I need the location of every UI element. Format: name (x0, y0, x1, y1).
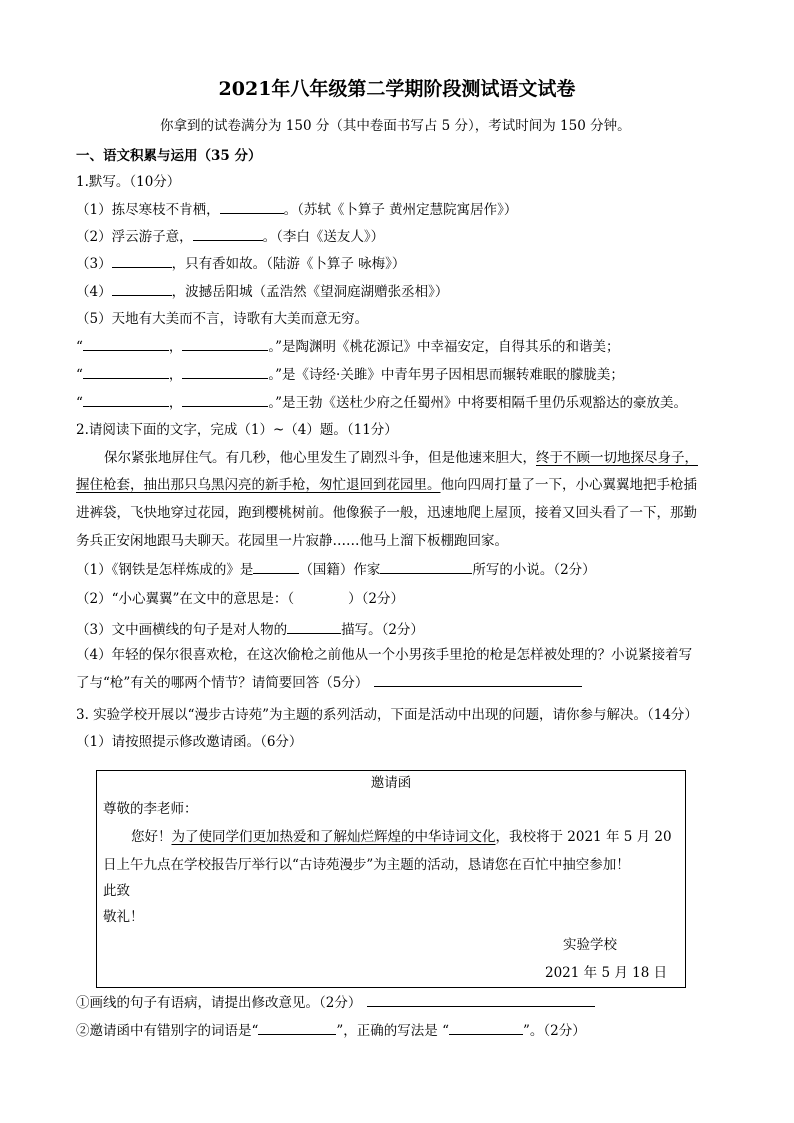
q2-sub-1-text-2: （国籍）作家 (299, 562, 381, 578)
q3-answer-2-text: ②邀请函中有错别字的词语是“ (76, 1023, 259, 1039)
underlined-sentence: 为了使同学们更加热爱和了解灿烂辉煌的中华诗词文化 (171, 829, 496, 845)
q2-sub-1-text: （1）《钢铁是怎样炼成的》是 (76, 562, 254, 578)
q1-item-5: （5）天地有大美而不言，诗歌有大美而意无穷。 (76, 311, 369, 327)
q3-sub-1: （1）请按照提示修改邀请函。（6分） (76, 734, 303, 750)
q3-answer-2-text-3: ”。（2分） (523, 1023, 586, 1039)
answer-blank[interactable] (182, 364, 268, 379)
passage-text: 保尔紧张地屏住气。有几秒，他心里发生了剧烈斗争，但是他速来胆大， (104, 450, 536, 466)
comma: ， (168, 395, 183, 411)
q1-item-4-label: （4） (76, 284, 112, 300)
passage-line-2 (76, 475, 697, 495)
q1-item-1-text: （1）拣尽寒枝不肯栖， (76, 202, 220, 218)
answer-blank[interactable] (182, 392, 268, 407)
answer-blank[interactable] (374, 672, 582, 687)
q1-item-1 (76, 199, 517, 219)
open-quote: “ (76, 339, 83, 355)
underlined-sentence: 终于不顾一切地探尽身子， (536, 450, 698, 466)
q1-item-3-text: ，只有香如故。（陆游《卜算子 咏梅》） (171, 256, 406, 272)
answer-blank[interactable] (83, 364, 169, 379)
open-quote: “ (76, 367, 83, 383)
answer-blank[interactable] (83, 336, 169, 351)
q3-answer-2-text-2: ”，正确的写法是 “ (336, 1023, 450, 1039)
exam-title: 2021年八年级第二学期阶段测试语文试卷 (218, 78, 576, 100)
q1-item-3 (76, 253, 405, 273)
letter-closing-1: 此致 (103, 883, 130, 899)
answer-blank[interactable] (112, 281, 172, 296)
section-heading: 一、语文积累与运用（35 分） (76, 148, 262, 164)
letter-body-line-2: 日上午九点在学校报告厅举行以“古诗苑漫步”为主题的活动，恳请您在百忙中抽空参加！ (103, 857, 630, 873)
q2-sub-3 (76, 619, 424, 639)
answer-blank[interactable] (449, 1020, 523, 1035)
q1-item-4 (76, 281, 448, 301)
q2-sub-1 (76, 559, 596, 579)
q1-item-5-row-2 (76, 364, 624, 384)
q3-answer-1 (76, 992, 595, 1012)
comma: ， (168, 339, 183, 355)
q1-item-5-row-2-text: 。”是《诗经·关雎》中青年男子因相思而辗转难眠的朦胧美； (268, 367, 624, 383)
q1-stem: 1.默写。（10分） (76, 174, 181, 190)
letter-signer: 实验学校 (563, 937, 617, 953)
open-quote: “ (76, 395, 83, 411)
answer-blank[interactable] (182, 336, 268, 351)
q2-sub-3-text-2: 描写。（2分） (341, 622, 424, 638)
answer-blank[interactable] (253, 559, 299, 574)
q1-item-2-text: （2）浮云游子意， (76, 229, 193, 245)
answer-blank[interactable] (193, 226, 263, 241)
q3-answer-2 (76, 1020, 586, 1040)
q2-sub-4-cont (76, 672, 582, 692)
q1-item-5-row-3-text: 。”是王勃《送杜少府之任蜀州》中将要相隔千里仍乐观豁达的豪放美。 (268, 395, 688, 411)
q1-item-3-label: （3） (76, 256, 112, 272)
q1-item-1-source: 。（苏轼《卜算子 黄州定慧院寓居作》） (283, 202, 518, 218)
q2-sub-2: （2）“小心翼翼”在文中的意思是：（ ）（2分） (76, 591, 404, 607)
q1-item-4-text: ，波撼岳阳城（孟浩然《望洞庭湖赠张丞相》） (171, 284, 449, 300)
passage-line-3: 进裤袋，飞快地穿过花园，跑到樱桃树前。他像猴子一般，迅速地爬上屋顶，接着又回头看了一下，那勤 (76, 505, 697, 521)
underlined-sentence: 握住枪套，抽出那只乌黑闪亮的新手枪，匆忙退回到花园里。 (76, 477, 441, 493)
q1-item-5-row-1-text: 。”是陶渊明《桃花源记》中幸福安定，自得其乐的和谐美； (268, 339, 620, 355)
passage-line-1 (104, 448, 698, 468)
comma: ， (168, 367, 183, 383)
q1-item-5-row-1 (76, 336, 620, 356)
letter-title: 邀请函 (370, 775, 412, 791)
q2-sub-4-text: 了与“枪”有关的哪两个情节？请简要回答（5分） (76, 675, 369, 691)
letter-body-line-1 (131, 827, 672, 847)
passage-line-4: 务兵正安闲地跟马夫聊天。花园里一片寂静……他马上溜下板棚跑回家。 (76, 533, 508, 549)
letter-closing-2: 敬礼！ (103, 909, 144, 925)
q1-item-2 (76, 226, 384, 246)
answer-blank[interactable] (83, 392, 169, 407)
answer-blank[interactable] (112, 253, 172, 268)
q3-stem: 3. 实验学校开展以“漫步古诗苑”为主题的系列活动，下面是活动中出现的问题，请你参与解决。（14分） (76, 707, 698, 723)
letter-date: 2021 年 5 月 18 日 (545, 965, 668, 981)
letter-text: ，我校将于 2021 年 5 月 20 (495, 829, 672, 845)
letter-text: 您好！ (131, 829, 172, 845)
q1-item-2-source: 。（李白《送友人》） (262, 229, 385, 245)
q2-sub-3-text: （3）文中画横线的句子是对人物的 (76, 622, 288, 638)
answer-blank[interactable] (220, 199, 284, 214)
q2-sub-4: （4）年轻的保尔很喜欢枪，在这次偷枪之前他从一个小男孩手里抢的枪是怎样被处理的？小说紧接着写 (76, 647, 693, 663)
q1-item-5-row-3 (76, 392, 687, 412)
answer-blank[interactable] (380, 559, 472, 574)
exam-instructions: 你拿到的试卷满分为 150 分（其中卷面书写占 5 分），考试时间为 150 分钟。 (160, 118, 631, 134)
q2-stem: 2.请阅读下面的文字，完成（1）~（4）题。（11分） (76, 422, 398, 438)
invitation-letter-box (96, 770, 686, 988)
letter-greeting: 尊敬的李老师： (103, 801, 198, 817)
passage-text: 他向四周打量了一下，小心翼翼地把手枪插 (440, 477, 697, 493)
answer-blank[interactable] (287, 619, 341, 634)
q3-answer-1-text: ①画线的句子有语病，请提出修改意见。（2分） (76, 995, 362, 1011)
q2-sub-1-text-3: 所写的小说。（2分） (472, 562, 596, 578)
answer-blank[interactable] (367, 992, 595, 1007)
answer-blank[interactable] (258, 1020, 336, 1035)
